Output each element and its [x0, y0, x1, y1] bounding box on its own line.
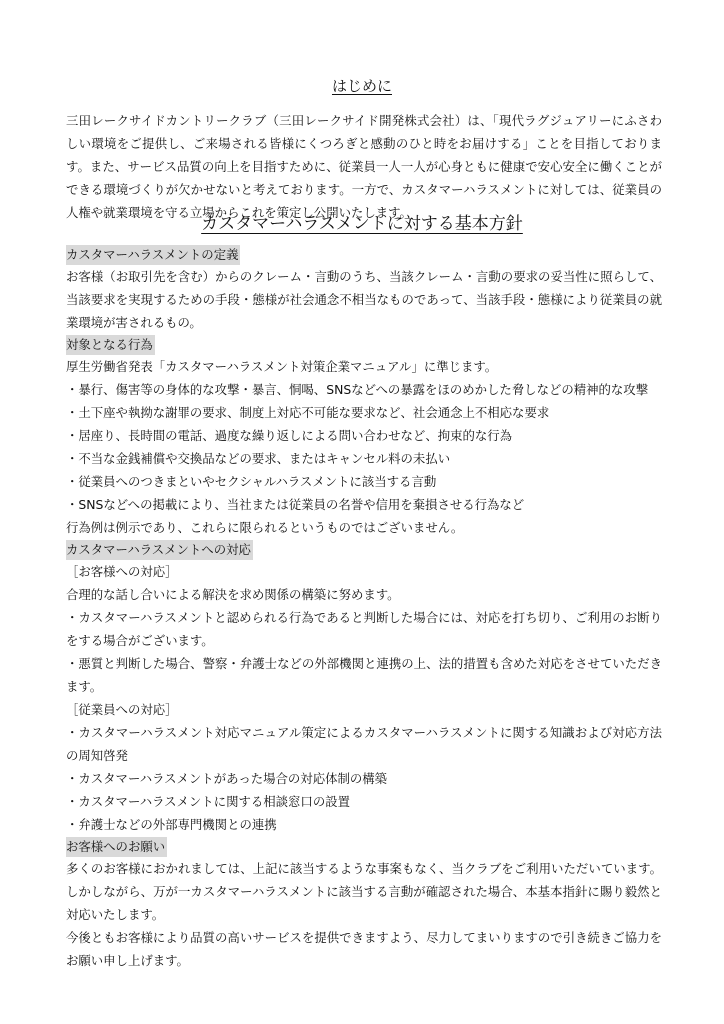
request-section — [66, 836, 662, 972]
list-item: ・カスタマーハラスメント対応マニュアル策定によるカスタマーハラスメントに関する知識および対応方法の周知啓発 — [66, 725, 662, 763]
target-heading: 対象となる行為 — [66, 335, 155, 355]
customer-response-label: ［お客様への対応］ — [66, 564, 178, 579]
staff-response-label: ［従業員への対応］ — [66, 702, 178, 717]
request-paragraph: 今後ともお客様により品質の高いサービスを提供できますよう、尽力してまいりますので引き続きご協力をお願い申し上げます。 — [66, 930, 662, 968]
customer-response-lead: 合理的な話し合いによる解決を求め関係の構築に努めます。 — [66, 587, 400, 602]
list-item: ・カスタマーハラスメントがあった場合の対応体制の構築 — [66, 771, 388, 786]
request-heading: お客様へのお願い — [66, 837, 167, 857]
intro-title: はじめに — [331, 77, 392, 95]
target-note: 行為例は例示であり、これらに限られるというものではございません。 — [66, 520, 464, 535]
definition-section — [66, 244, 662, 334]
response-heading: カスタマーハラスメントへの対応 — [66, 540, 253, 560]
policy-title: カスタマーハラスメントに対する基本方針 — [201, 214, 523, 234]
list-item: ・カスタマーハラスメントに関する相談窓口の設置 — [66, 794, 350, 809]
list-item: ・不当な金銭補償や交換品などの要求、またはキャンセル料の未払い — [66, 451, 451, 466]
list-item: ・弁護士などの外部専門機関との連携 — [66, 817, 277, 832]
list-item: ・SNSなどへの掲載により、当社または従業員の名誉や信用を棄損させる行為など — [66, 497, 525, 512]
definition-text: お客様（お取引先を含む）からのクレーム・言動のうち、当該クレーム・言動の要求の妥当性に照らして、当該要求を実現するための手段・態様が社会通念不相当なものであって、当該手段・態様により従業員の就業環境が害されるもの。 — [66, 269, 662, 330]
response-section — [66, 539, 662, 836]
list-item: ・暴行、傷害等の身体的な攻撃・暴言、恫喝、SNSなどへの暴露をほのめかした脅しなどの精神的な攻撃 — [66, 382, 649, 397]
request-paragraph: 多くのお客様におかれましては、上記に該当するような事案もなく、当クラブをご利用いただいています。しかしながら、万が一カスタマーハラスメントに該当する言動が確認された場合、本基本指針に賜り毅然と対応いたします。 — [66, 861, 662, 922]
policy-body — [66, 244, 662, 972]
list-item: ・カスタマーハラスメントと認められる行為であると判断した場合には、対応を打ち切り、ご利用のお断りをする場合がございます。 — [66, 610, 662, 648]
target-section — [66, 334, 662, 539]
list-item: ・悪質と判断した場合、警察・弁護士などの外部機関と連携の上、法的措置も含めた対応をさせていただきます。 — [66, 656, 662, 694]
definition-heading: カスタマーハラスメントの定義 — [66, 245, 240, 265]
list-item: ・居座り、長時間の電話、過度な繰り返しによる問い合わせなど、拘束的な行為 — [66, 428, 513, 443]
list-item: ・土下座や執拗な謝罪の要求、制度上対応不可能な要求など、社会通念上不相応な要求 — [66, 405, 550, 420]
intro-paragraph: 三田レークサイドカントリークラブ（三田レークサイド開発株式会社）は、「現代ラグジュアリーにふさわしい環境をご提供し、ご来場される皆様にくつろぎと感動のひと時をお届けする」ことを目指しております。また、サービス品質の向上を目指すために、従業員一人一人が心身ともに健康で安心安全に働くことができる環境づくりが欠かせないと考えております。一方で、カスタマーハラスメントに対しては、従業員の人権や就業環境を守る立場からこれを策定し公開いたします。 — [66, 113, 662, 221]
target-lead: 厚生労働省発表「カスタマーハラスメント対策企業マニュアル」に準じます。 — [66, 359, 498, 374]
list-item: ・従業員へのつきまといやセクシャルハラスメントに該当する言動 — [66, 474, 437, 489]
